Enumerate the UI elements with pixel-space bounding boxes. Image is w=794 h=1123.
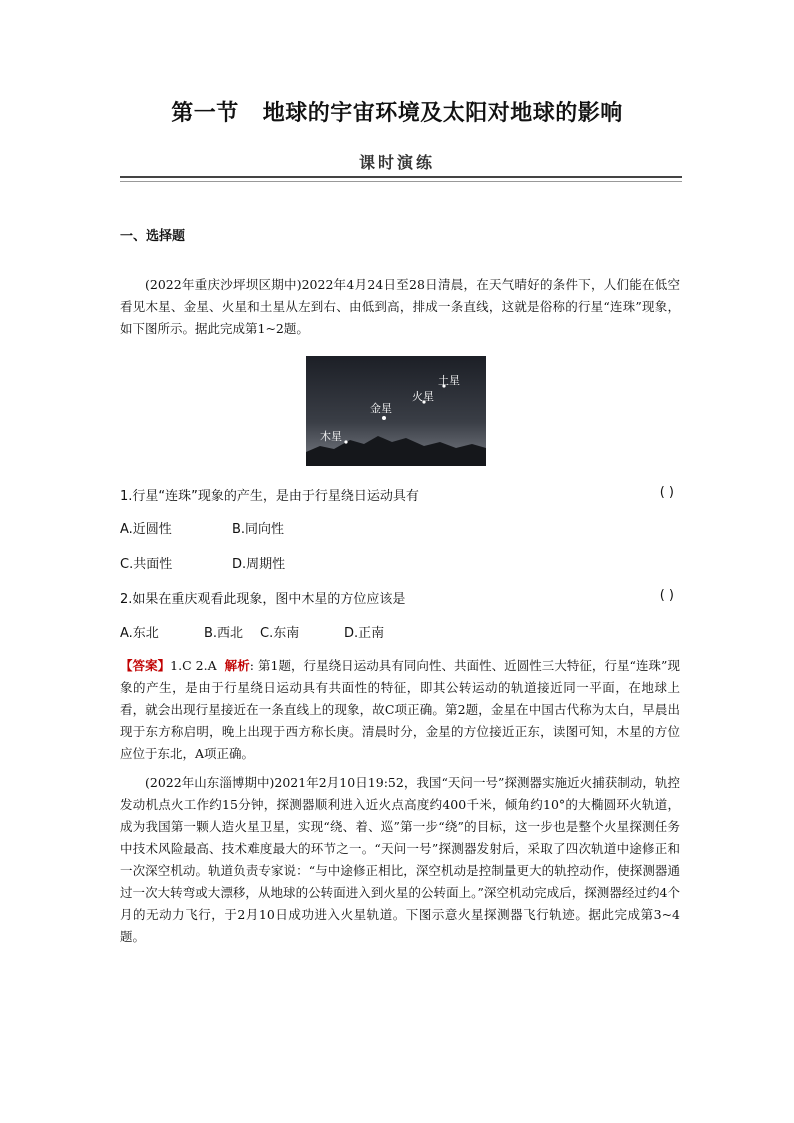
question-1 — [120, 485, 680, 504]
option-b: B.西北 — [204, 626, 244, 641]
header-rule-thick — [120, 176, 682, 178]
option-d: D.正南 — [344, 626, 385, 641]
option-a: A.东北 — [120, 626, 159, 641]
title-text: 地球的宇宙环境及太阳对地球的影响 — [262, 101, 623, 126]
answer-blank: ( ) — [659, 588, 674, 603]
analysis-text: : 第1题，行星绕日运动具有同向性、共面性、近圆性三大特征，行星“连珠”现象的产生，是由于行星绕日运动具有共面性的特征，即其公转运动的轨道接近同一平面，在地球上看，就会出现行星接近在一条直线上的现象，故C项正确。第2题，金星在中国古代称为太白，早晨出现于东方称启明，晚上出现于西方称长庚。清晨时分，金星的方位接近正东，读图可知，木星的方位应位于东北，A项正确。 — [120, 658, 680, 761]
option-a: A.近圆性 — [120, 522, 172, 537]
section-number: 第一节 — [171, 101, 239, 126]
page-title — [0, 96, 794, 127]
intro-paragraph-1: (2022年重庆沙坪坝区期中)2022年4月24日至28日清晨，在天气晴好的条件下，人们能在低空看见木星、金星、火星和土星从左到右、由低到高，排成一条直线，这就是俗称的行星“连珠”现象，如下图所示。据此完成第1~2题。 — [120, 277, 680, 336]
jupiter-dot — [344, 440, 347, 443]
question-2-options — [120, 622, 384, 641]
question-2-stem: 2.如果在重庆观看此现象，图中木星的方位应该是 — [120, 592, 406, 607]
question-2 — [120, 588, 680, 607]
question-1-stem: 1.行星“连珠”现象的产生，是由于行星绕日运动具有 — [120, 489, 419, 504]
question-1-options-row2 — [120, 553, 285, 572]
section-heading: 一、选择题 — [120, 229, 186, 244]
mars-label: 火星 — [412, 390, 434, 403]
planet-alignment-figure — [306, 356, 486, 466]
answer-tag: 【答案】 — [120, 658, 171, 673]
venus-label: 金星 — [370, 402, 392, 415]
question-1-options-row1 — [120, 518, 284, 537]
page-subtitle: 课时演练 — [358, 153, 435, 172]
analysis-label: 解析 — [224, 658, 250, 673]
intro-paragraph-2: (2022年山东淄博期中)2021年2月10日19:52，我国“天问一号”探测器实施近火捕获制动，轨控发动机点火工作约15分钟，探测器顺利进入近火点高度约400千米，倾角约10°的大椭圆环火轨道，成为我国第一颗人造火星卫星，实现“绕、着、巡”第一步“绕”的目标，这一步也是整个火星探测任务中技术风险最高、技术难度最大的环节之一。“天问一号”探测器发射后，采取了四次轨道中途修正和一次深空机动。轨道负责专家说：“与中途修正相比，深空机动是控制量更大的轨控动作，使探测器通过一次大转弯或大漂移，从地球的公转面进入到火星的公转面上。”深空机动完成后，探测器经过约4个月的无动力飞行，于2月10日成功进入火星轨道。下图示意火星探测器飞行轨迹。据此完成第3~4题。 — [120, 775, 680, 944]
header-rule-thin — [120, 181, 682, 182]
option-c: C.共面性 — [120, 557, 173, 572]
answer-blank: ( ) — [659, 485, 674, 500]
option-c: C.东南 — [260, 626, 300, 641]
venus-dot — [382, 416, 386, 420]
jupiter-label: 木星 — [320, 430, 342, 443]
answer-keys: 1.C 2.A — [170, 658, 217, 673]
option-b: B.同向性 — [232, 522, 285, 537]
saturn-label: 土星 — [438, 374, 460, 387]
answer-explanation — [120, 655, 680, 765]
option-d: D.周期性 — [232, 557, 286, 572]
